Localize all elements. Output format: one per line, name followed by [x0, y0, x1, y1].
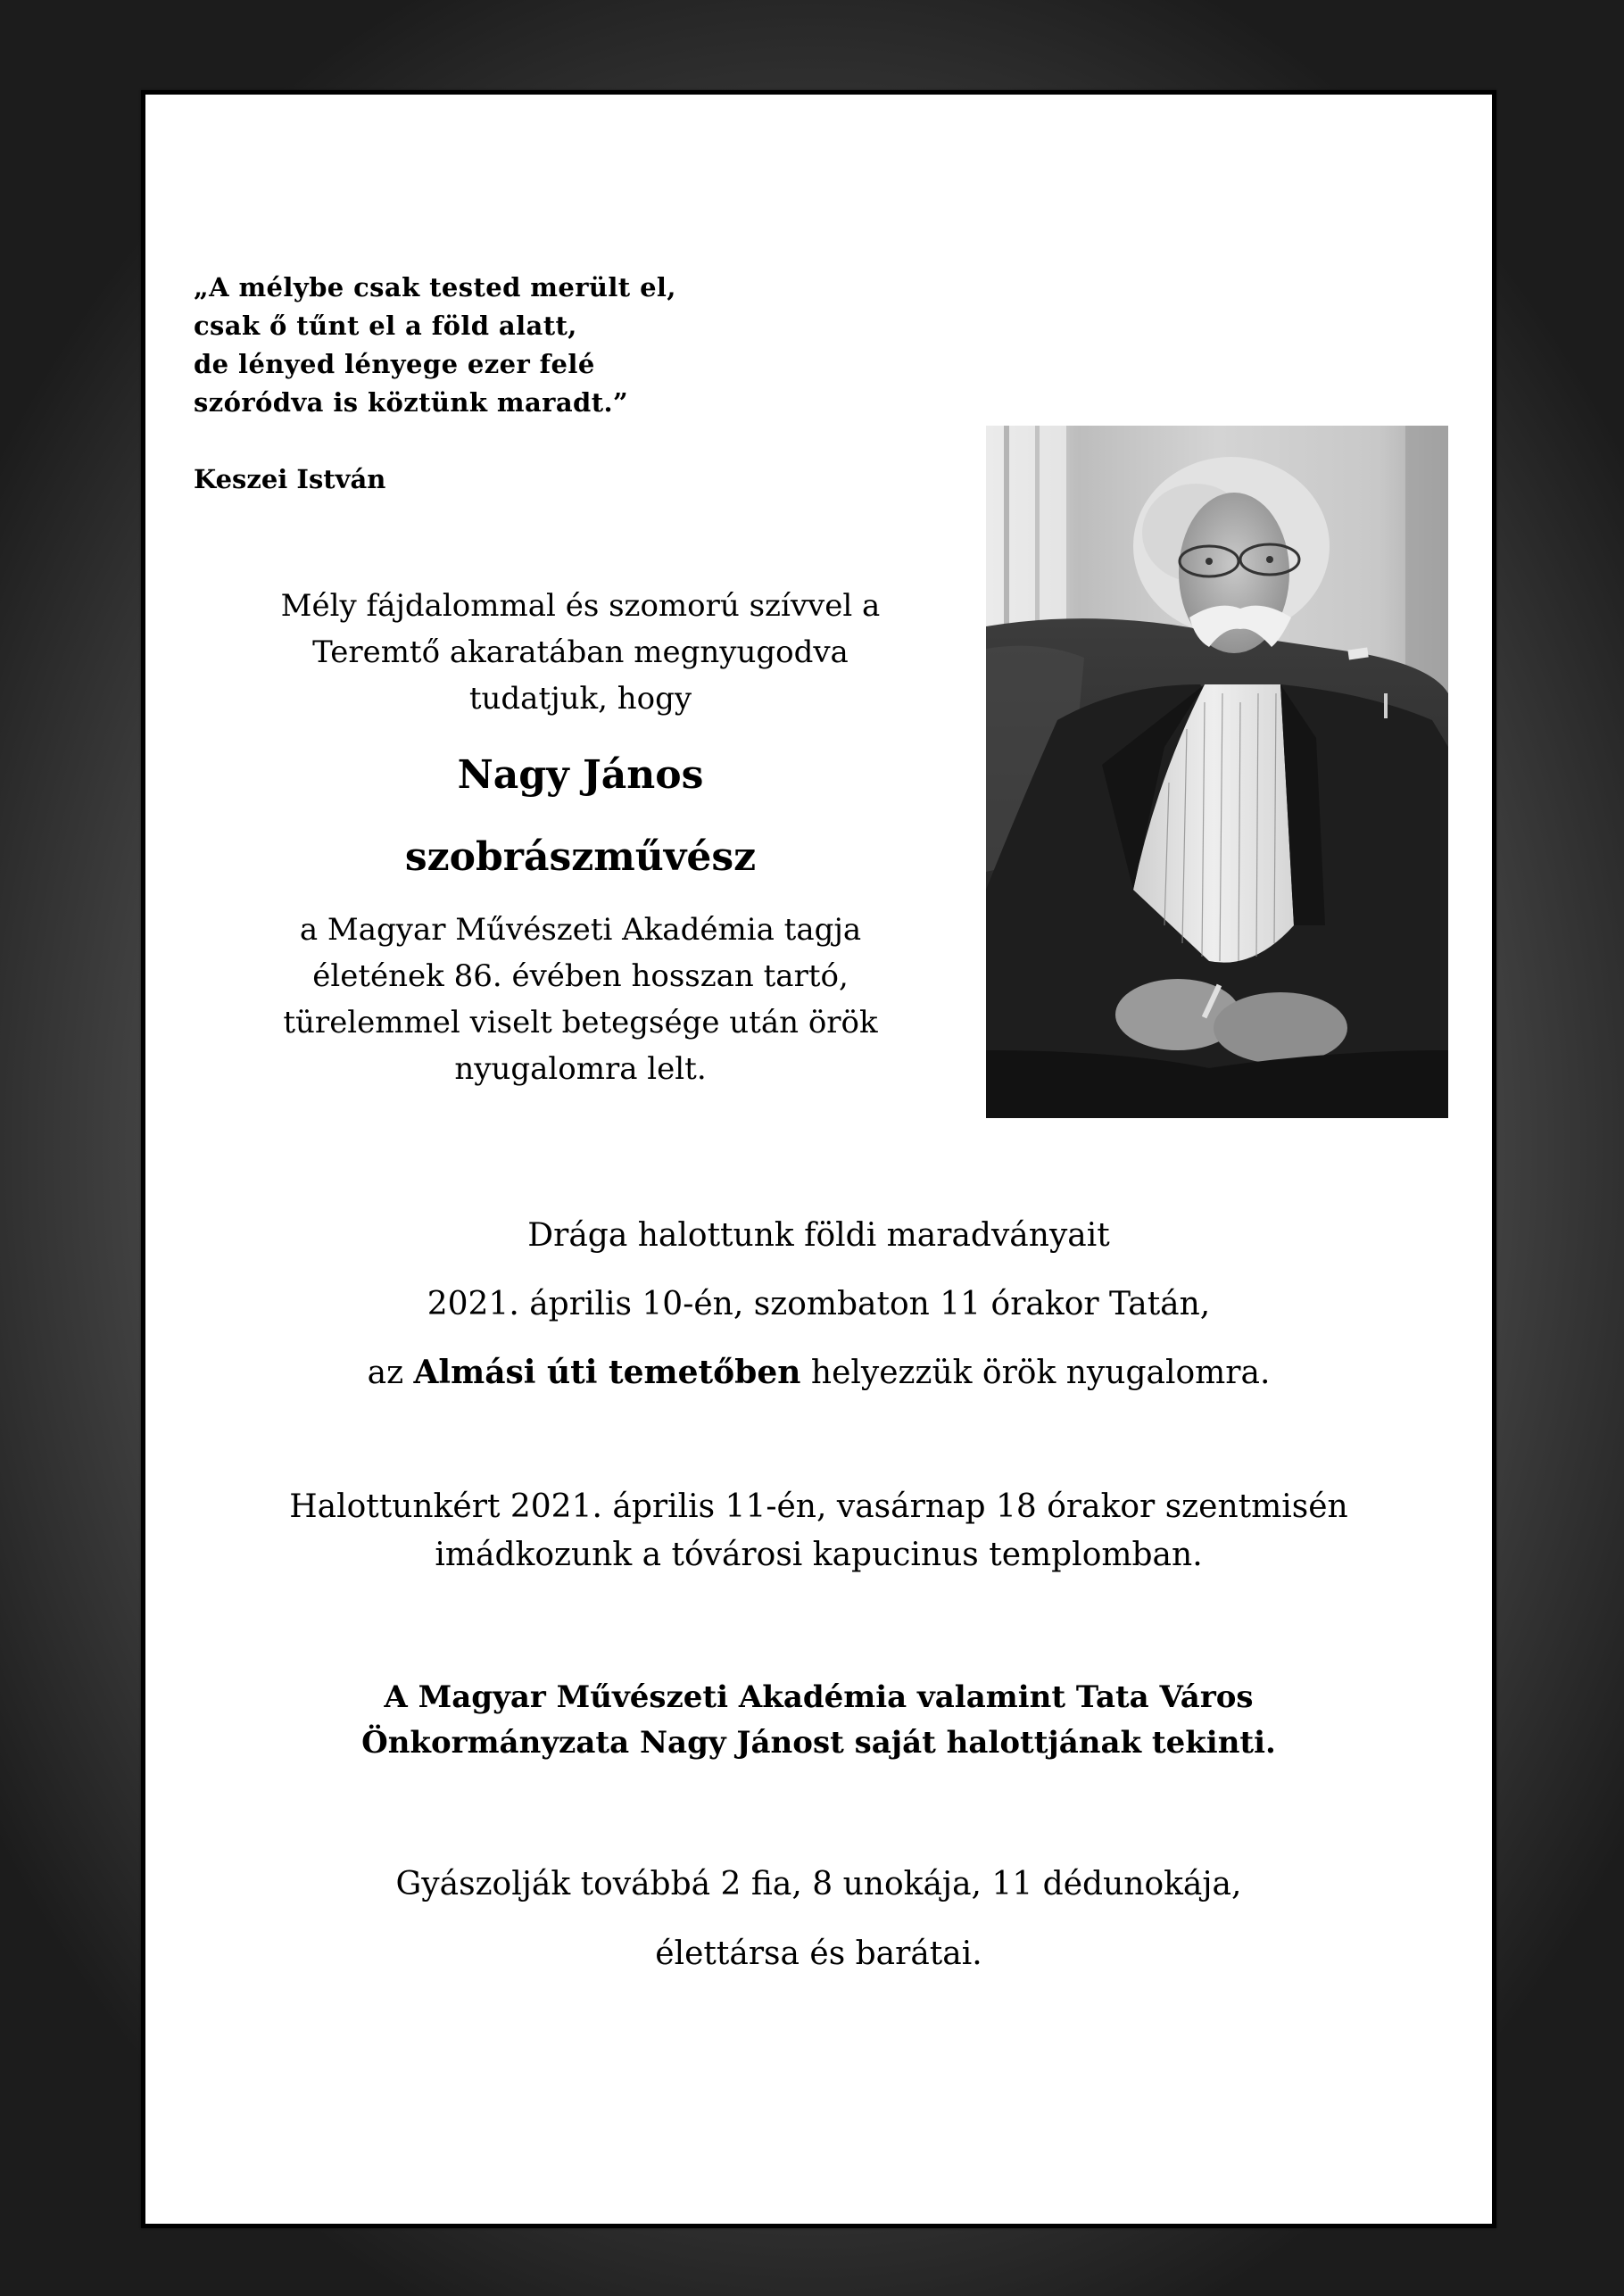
funeral-place-prefix: az — [367, 1355, 404, 1391]
deceased-name: Nagy János — [457, 752, 704, 798]
mass-line: Halottunkért 2021. április 11-én, vasárnap 18 órakor szentmisén — [289, 1488, 1348, 1525]
membership-text — [199, 907, 962, 1092]
member-line: nyugalomra lelt. — [454, 1051, 707, 1087]
cemetery-name: Almási úti temetőben — [413, 1354, 801, 1391]
funeral-date-line: 2021. április 10-én, szombaton 11 órakor Tatán, — [427, 1286, 1211, 1322]
funeral-line: Drága halottunk földi maradványait — [527, 1217, 1110, 1254]
honor-line: Önkormányzata Nagy Jánost saját halottjának tekinti. — [361, 1725, 1276, 1761]
obituary-page — [141, 90, 1496, 2228]
portrait-photo-icon — [986, 426, 1448, 1118]
quote-line: de lényed lényege ezer felé — [194, 349, 595, 379]
epigraph-quote — [194, 269, 676, 499]
funeral-details — [145, 1201, 1492, 1407]
quote-line: „A mélybe csak tested merült el, — [194, 272, 676, 303]
honorary-statement — [145, 1675, 1492, 1766]
quote-line: szóródva is köztünk maradt.” — [194, 387, 629, 418]
intro-line: tudatjuk, hogy — [468, 681, 692, 717]
intro-line: Teremtő akaratában megnyugodva — [312, 634, 849, 670]
mourners-line: Gyászolják továbbá 2 fia, 8 unokája, 11 dédunokája, — [395, 1866, 1242, 1902]
intro-line: Mély fájdalommal és szomorú szívvel a — [280, 588, 881, 624]
member-line: a Magyar Művészeti Akadémia tagja — [299, 912, 862, 948]
portrait-photo — [986, 426, 1448, 1118]
funeral-place-suffix: helyezzük örök nyugalomra. — [810, 1355, 1271, 1391]
mourners-line: élettársa és barátai. — [655, 1935, 982, 1972]
deceased-heading — [199, 734, 962, 899]
mourners-list — [145, 1850, 1492, 1989]
funeral-place-line — [145, 1339, 1492, 1407]
memorial-mass — [145, 1483, 1492, 1579]
announcement-intro — [199, 583, 962, 722]
mass-line: imádkozunk a tóvárosi kapucinus templomban. — [435, 1537, 1203, 1573]
honor-line: A Magyar Művészeti Akadémia valamint Tata Város — [384, 1679, 1254, 1715]
quote-line: csak ő tűnt el a föld alatt, — [194, 311, 577, 341]
member-line: életének 86. évében hosszan tartó, — [312, 958, 849, 994]
deceased-profession: szobrászművész — [404, 834, 757, 880]
member-line: türelemmel viselt betegsége után örök — [283, 1005, 878, 1040]
quote-author: Keszei István — [194, 464, 386, 494]
